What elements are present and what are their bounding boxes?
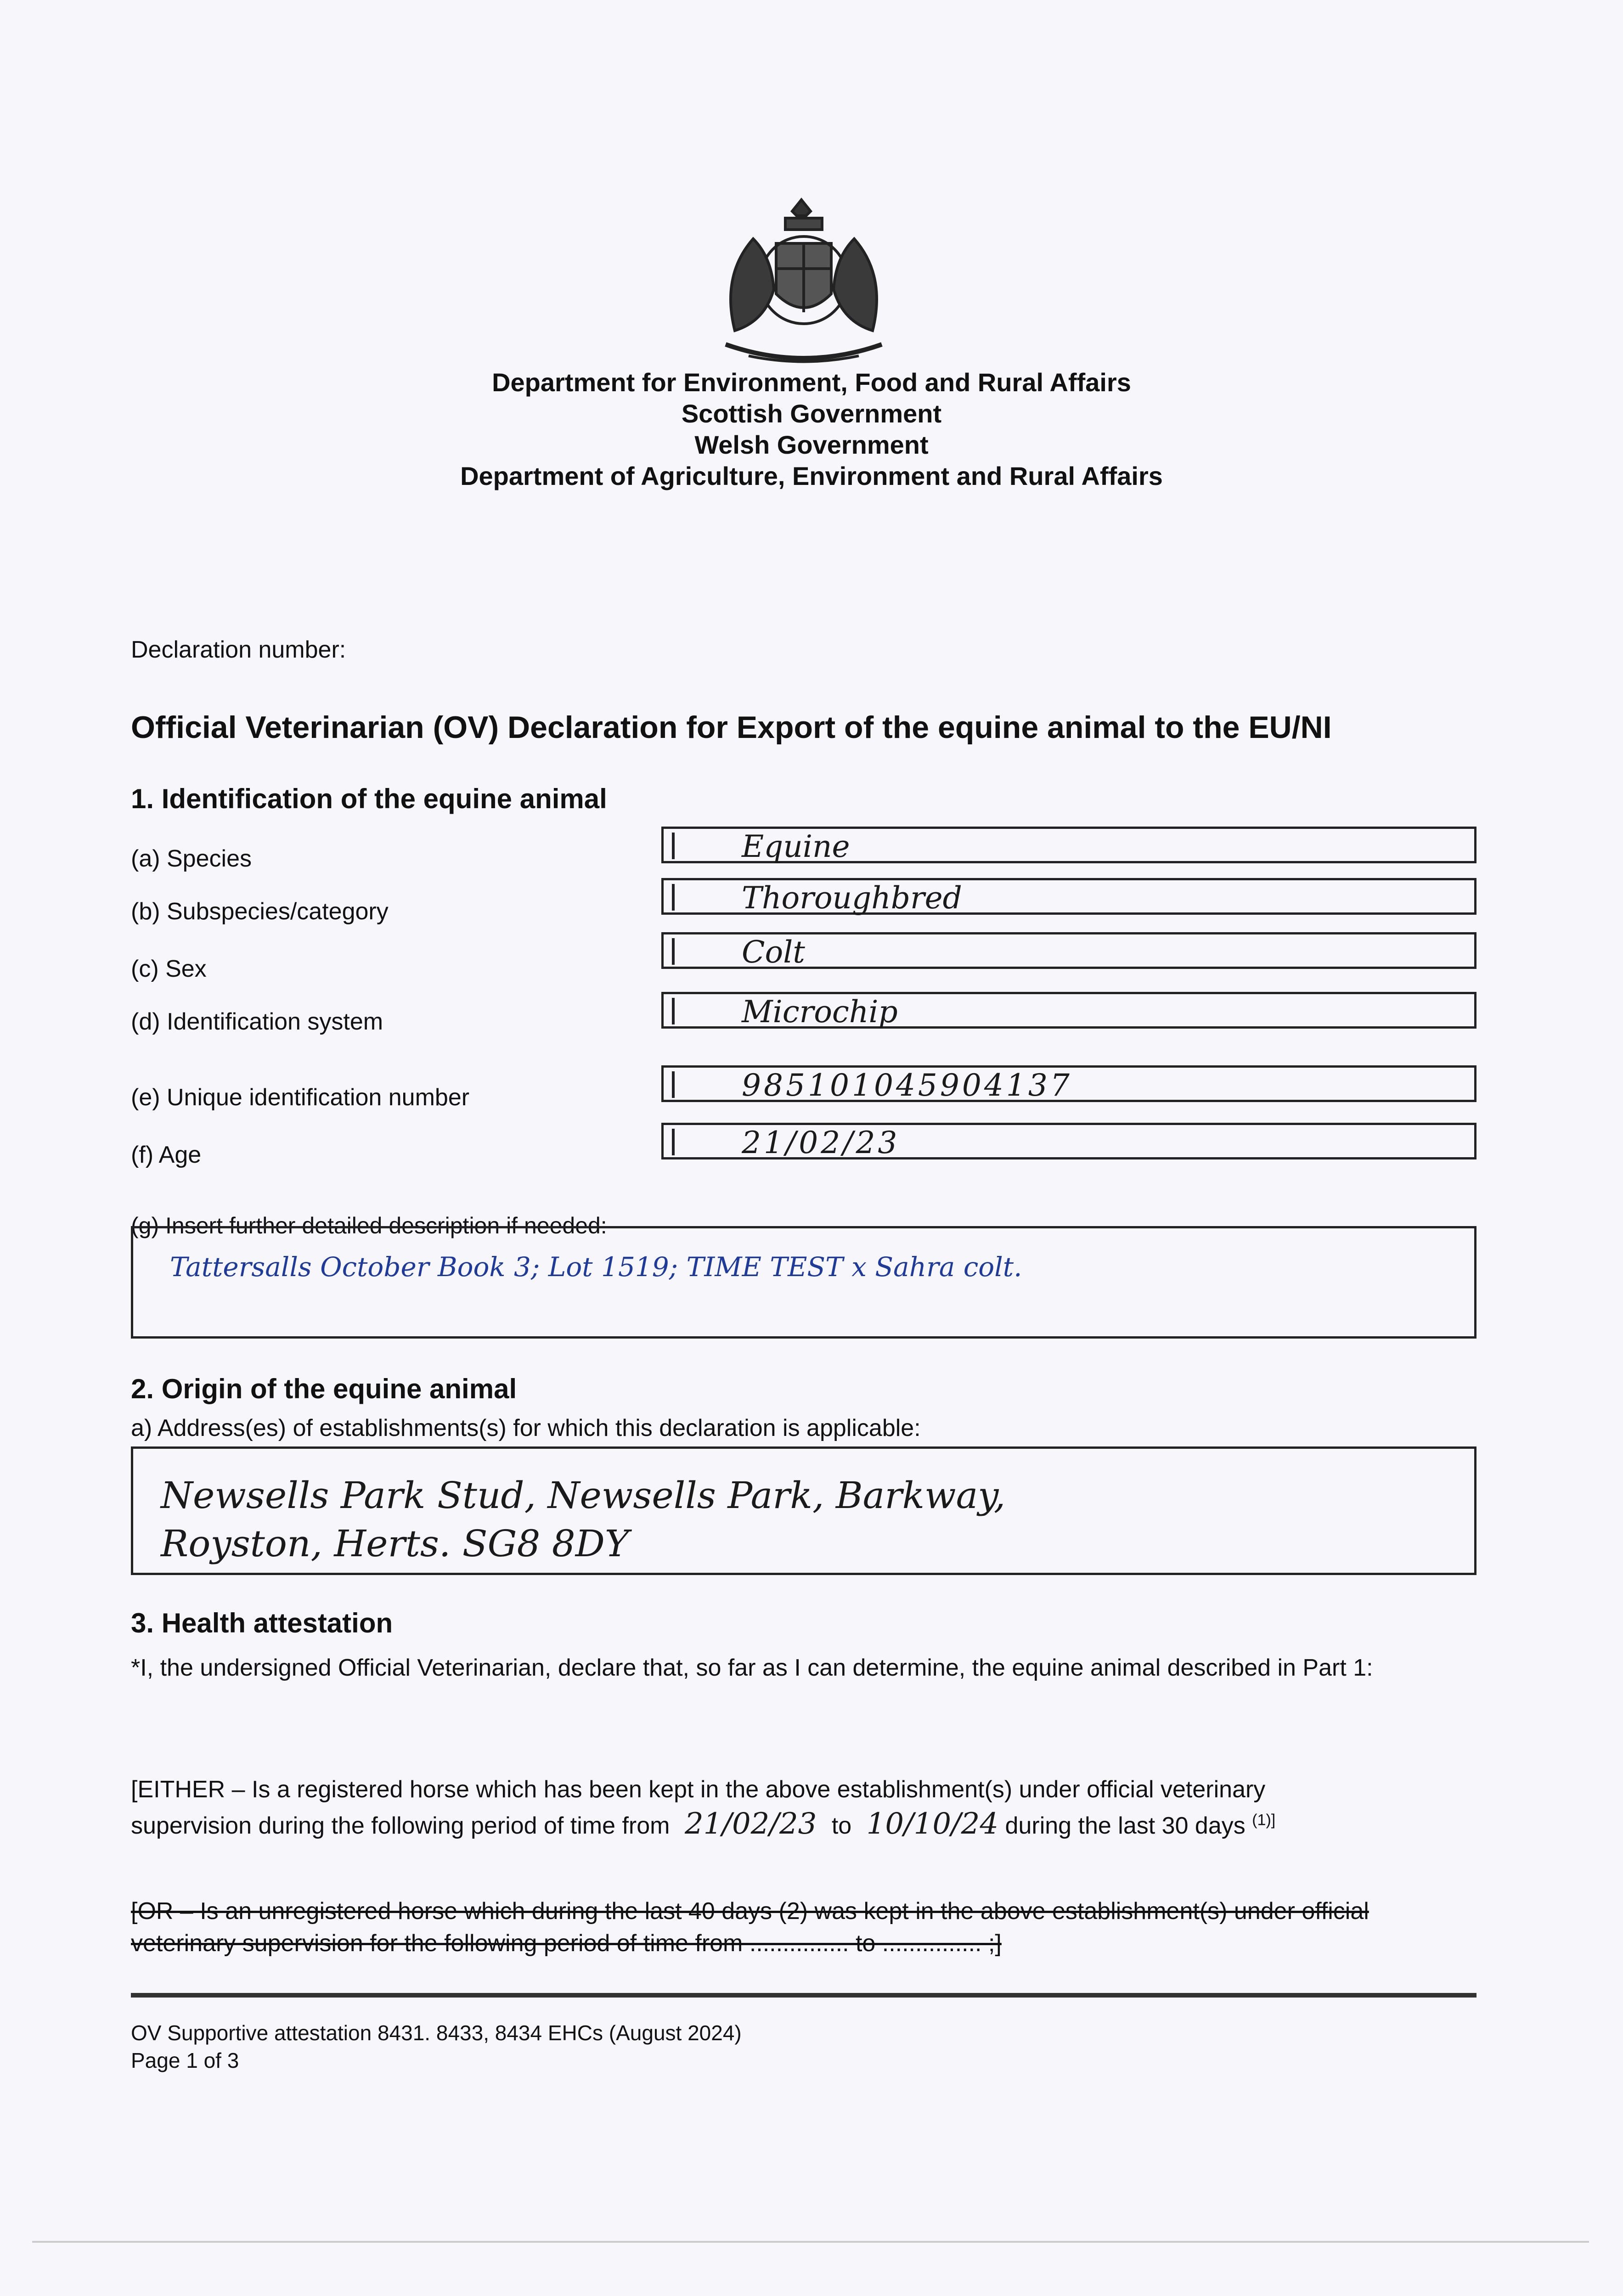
either-from-date: 21/02/23 (684, 1807, 817, 1841)
unique-id-field[interactable] (661, 1065, 1476, 1102)
section-1-heading: 1. Identification of the equine animal (131, 783, 607, 814)
sex-value: Colt (742, 934, 805, 970)
royal-coat-of-arms (707, 193, 900, 367)
either-to-label: to (831, 1812, 852, 1839)
department-line-3: Welsh Government (694, 430, 929, 459)
form-title: Official Veterinarian (OV) Declaration for Export of the equine animal to the EU/NI (131, 710, 1332, 745)
address-field[interactable] (131, 1446, 1476, 1575)
age-value: 21/02/23 (742, 1125, 900, 1160)
footer-divider (131, 1993, 1476, 1998)
further-description-label: (g) Insert further detailed description if needed: (131, 1213, 607, 1238)
sex-field[interactable] (661, 932, 1476, 969)
species-label: (a) Species (131, 845, 252, 872)
footer-attestation-ref: OV Supportive attestation 8431. 8433, 8434 EHCs (August 2024) (131, 2021, 742, 2045)
subspecies-field[interactable] (661, 878, 1476, 915)
further-description-value: Tattersalls October Book 3; Lot 1519; TIME TEST x Sahra colt. (170, 1251, 1022, 1283)
declaration-number-label: Declaration number: (131, 636, 346, 663)
section-2-heading: 2. Origin of the equine animal (131, 1373, 517, 1404)
address-line-2: Royston, Herts. SG8 8DY (161, 1522, 629, 1565)
identification-system-label: (d) Identification system (131, 1008, 383, 1035)
address-line-1: Newsells Park Stud, Newsells Park, Barkway, (161, 1474, 1006, 1517)
either-to-date: 10/10/24 (866, 1807, 999, 1841)
footer-page-number: Page 1 of 3 (131, 2048, 239, 2072)
either-supervision-text: supervision during the following period of time from (131, 1812, 670, 1839)
identification-system-field[interactable] (661, 992, 1476, 1029)
section-3-heading: 3. Health attestation (131, 1608, 393, 1638)
department-line-1: Department for Environment, Food and Rural Affairs (492, 368, 1131, 397)
sex-label: (c) Sex (131, 956, 207, 982)
either-clause-line-1: [EITHER – Is a registered horse which has been kept in the above establishment(s) under official veterinary (131, 1776, 1266, 1803)
unique-id-label: (e) Unique identification number (131, 1084, 470, 1111)
subspecies-value: Thoroughbred (742, 880, 962, 916)
health-attestation-intro: *I, the undersigned Official Veterinarian, declare that, so far as I can determine, the equine animal described in Part 1: (131, 1654, 1373, 1681)
age-label: (f) Age (131, 1142, 202, 1168)
unique-id-value: 985101045904137 (742, 1068, 1072, 1103)
subspecies-label: (b) Subspecies/category (131, 898, 389, 925)
either-period-text: during the last 30 days (1005, 1812, 1245, 1839)
species-value: Equine (742, 829, 850, 864)
further-description-field[interactable] (131, 1226, 1476, 1339)
either-footnote-ref: (1)] (1252, 1811, 1276, 1829)
department-line-4: Department of Agriculture, Environment and Rural Affairs (460, 461, 1163, 490)
department-line-2: Scottish Government (681, 399, 942, 428)
or-clause-line-1: [OR – Is an unregistered horse which during the last 40 days (2) was kept in the above establishment(s) under official (131, 1898, 1369, 1925)
scan-edge-line (32, 2241, 1589, 2243)
either-clause-line-2 (131, 1807, 1275, 1841)
age-field[interactable] (661, 1123, 1476, 1159)
or-clause-line-2: veterinary supervision for the following period of time from ............... to ............... ;] (131, 1930, 1002, 1957)
address-label: a) Address(es) of establishments(s) for which this declaration is applicable: (131, 1415, 921, 1441)
species-field[interactable] (661, 827, 1476, 863)
identification-system-value: Microchip (742, 994, 898, 1030)
